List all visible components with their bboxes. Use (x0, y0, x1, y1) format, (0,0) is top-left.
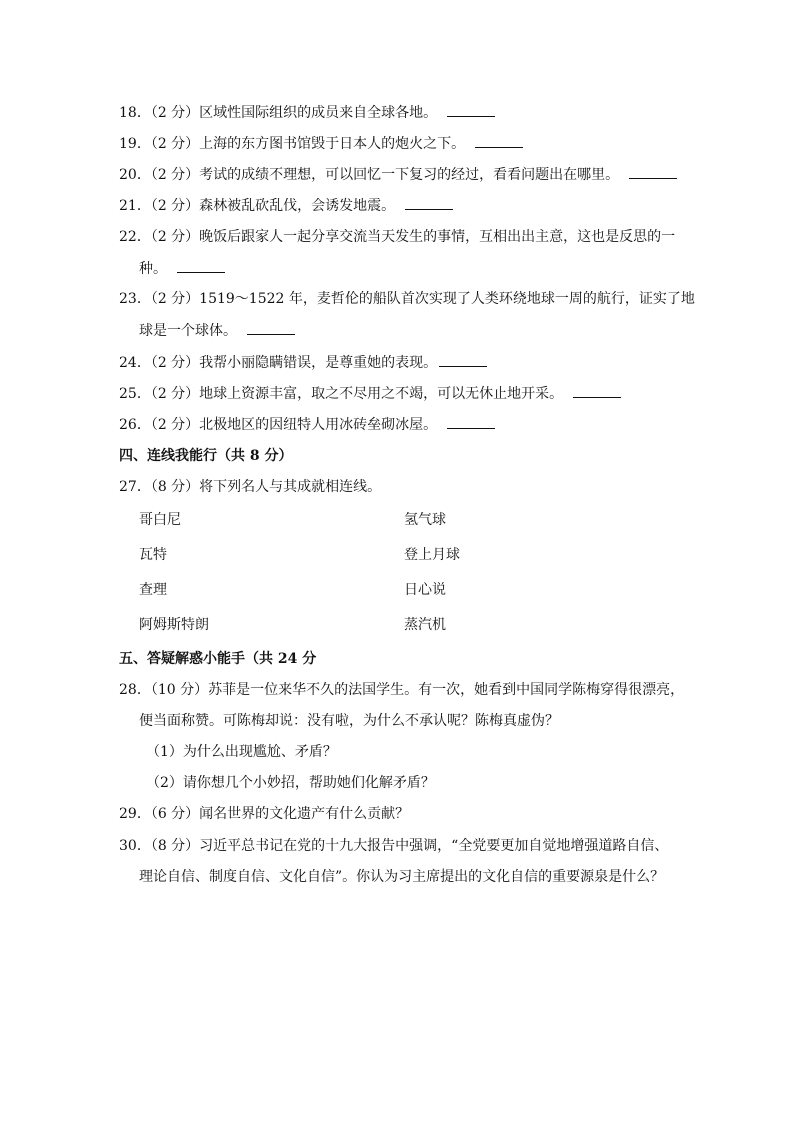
question-26: 26．（2 分）北极地区的因纽特人用冰砖垒砌冰屋。 (119, 414, 495, 435)
answer-blank[interactable] (177, 258, 225, 273)
match-left-item[interactable]: 阿姆斯特朗 (139, 617, 209, 633)
question-22-line1: 22．（2 分）晚饭后跟家人一起分享交流当天发生的事情，互相出出主意，这也是反思的一 (119, 229, 676, 245)
question-23-line1: 23．（2 分）1519～1522 年，麦哲伦的船队首次实现了人类环绕地球一周的航行，证实了地 (119, 291, 695, 307)
match-right-item[interactable]: 氢气球 (404, 512, 446, 528)
question-25: 25．（2 分）地球上资源丰富，取之不尽用之不竭，可以无休止地开采。 (119, 383, 621, 404)
answer-blank[interactable] (439, 352, 487, 367)
answer-blank[interactable] (447, 414, 495, 429)
question-28-line1: 28．（10 分）苏菲是一位来华不久的法国学生。有一次，她看到中国同学陈梅穿得很漂亮， (119, 682, 685, 698)
question-28-line2: 便当面称赞。可陈梅却说：没有啦，为什么不承认呢？陈梅真虚伪？ (139, 713, 559, 729)
question-29: 29．（6 分）闻名世界的文化遗产有什么贡献？ (119, 806, 410, 822)
match-left-item[interactable]: 瓦特 (139, 547, 167, 563)
section-heading-matching: 四、连线我能行（共 8 分） (119, 448, 293, 464)
answer-blank[interactable] (405, 195, 453, 210)
question-19: 19．（2 分）上海的东方图书馆毁于日本人的炮火之下。 (119, 133, 523, 154)
question-30-line1: 30．（8 分）习近平总书记在党的十九大报告中强调，“全党要更加自觉地增强道路自信、 (119, 838, 669, 854)
match-right-item[interactable]: 蒸汽机 (404, 617, 446, 633)
section-heading-qa: 五、答疑解惑小能手（共 24 分 (119, 651, 317, 667)
match-right-item[interactable]: 登上月球 (404, 547, 460, 563)
question-22-line2: 种。 (139, 258, 225, 279)
question-30-line2: 理论自信、制度自信、文化自信”。你认为习主席提出的文化自信的重要源泉是什么？ (139, 869, 665, 885)
answer-blank[interactable] (629, 164, 677, 179)
question-24: 24．（2 分）我帮小丽隐瞒错误，是尊重她的表现。 (119, 352, 487, 373)
question-28-sub2: （2）请你想几个小妙招，帮助她们化解矛盾？ (146, 775, 435, 791)
question-23-line2: 球是一个球体。 (139, 320, 295, 341)
answer-blank[interactable] (447, 102, 495, 117)
answer-blank[interactable] (573, 383, 621, 398)
match-right-item[interactable]: 日心说 (404, 582, 446, 598)
question-21: 21．（2 分）森林被乱砍乱伐，会诱发地震。 (119, 195, 453, 216)
question-27: 27．（8 分）将下列名人与其成就相连线。 (119, 479, 382, 495)
match-left-item[interactable]: 查理 (139, 582, 167, 598)
answer-blank[interactable] (475, 133, 523, 148)
match-left-item[interactable]: 哥白尼 (139, 512, 181, 528)
question-20: 20．（2 分）考试的成绩不理想，可以回忆一下复习的经过，看看问题出在哪里。 (119, 164, 677, 185)
question-28-sub1: （1）为什么出现尴尬、矛盾？ (146, 744, 337, 760)
answer-blank[interactable] (247, 320, 295, 335)
question-18: 18．（2 分）区域性国际组织的成员来自全球各地。 (119, 102, 495, 123)
